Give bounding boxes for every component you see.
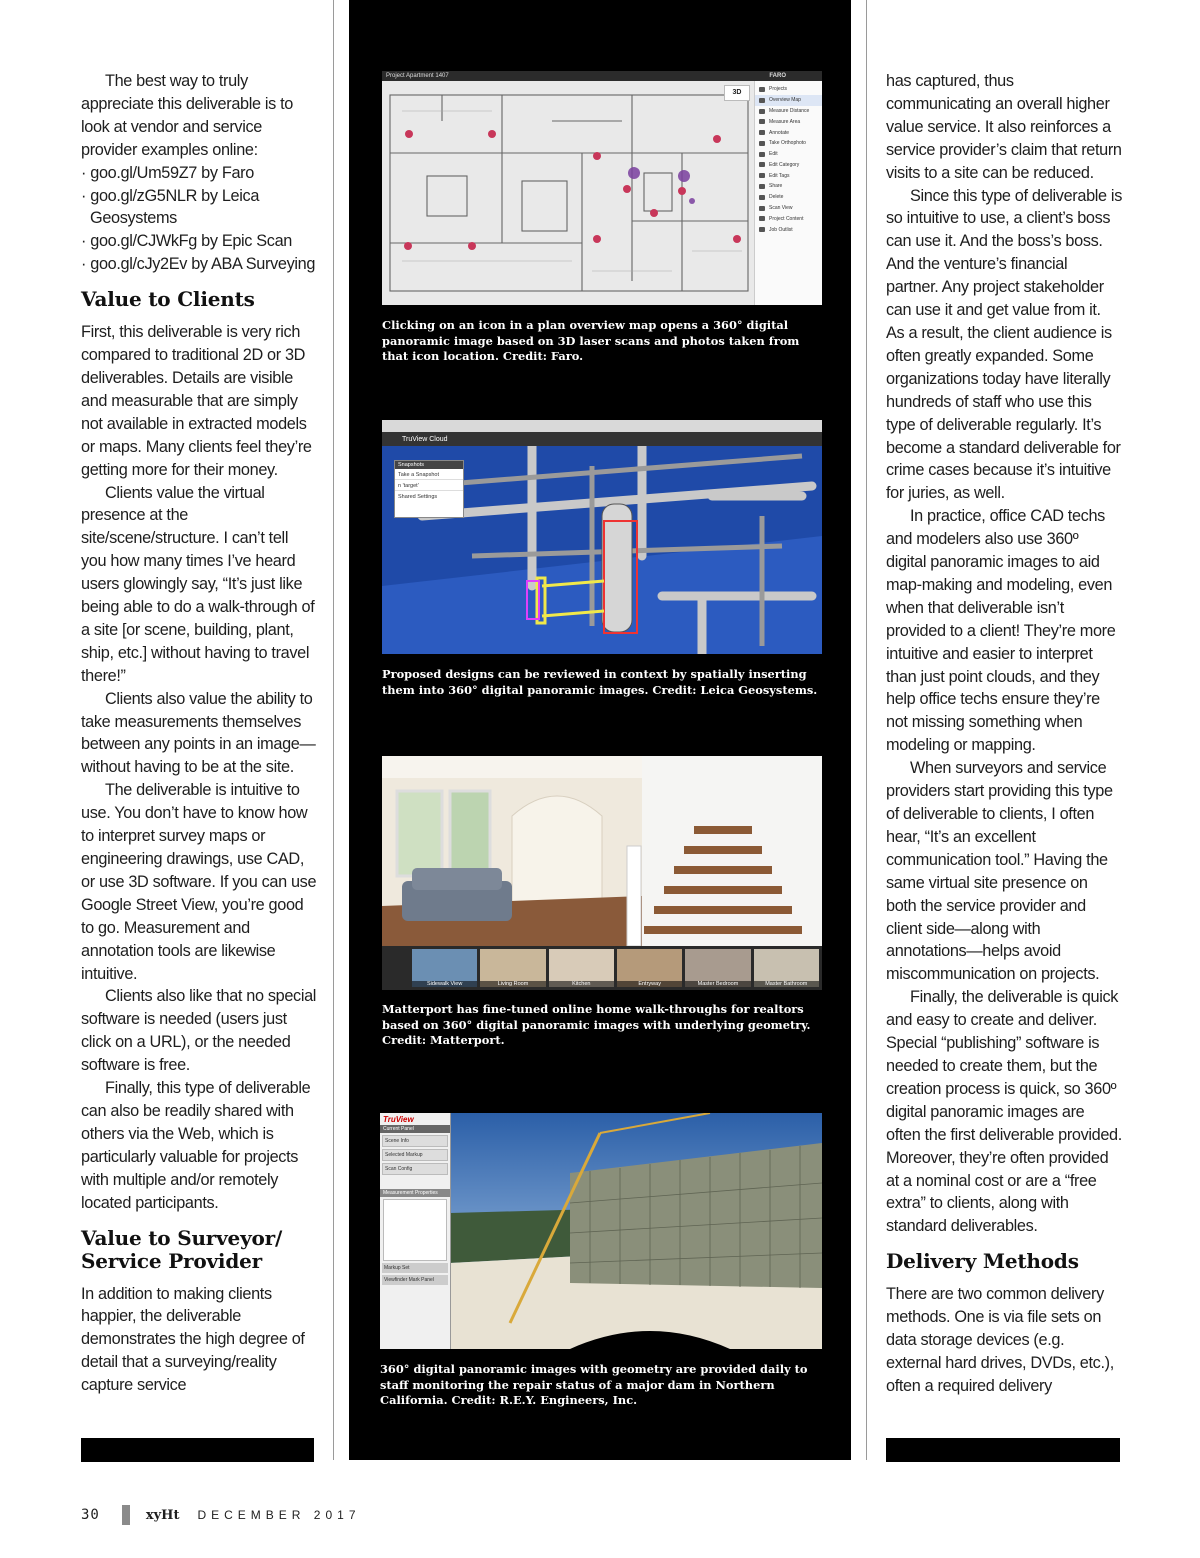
view-3d-toggle[interactable]: 3D <box>724 85 750 101</box>
matterport-thumbnail-strip <box>382 946 822 990</box>
link-item[interactable]: · goo.gl/CJWkFg by Epic Scan <box>81 232 292 251</box>
faro-menu-item[interactable]: Edit Category <box>755 159 822 170</box>
menu-icon <box>759 195 765 200</box>
truview-panel-row[interactable]: Scan Config <box>382 1163 448 1175</box>
menu-icon <box>759 162 765 167</box>
link-item[interactable]: · goo.gl/zG5NLR by Leica Geosystems <box>81 186 260 228</box>
dam-panorama[interactable] <box>450 1113 822 1349</box>
thumbnail-living-room[interactable] <box>480 949 545 987</box>
left-text-column <box>81 70 317 1397</box>
section-heading-value-to-clients: Value to Clients <box>81 287 255 312</box>
column-rule-left <box>333 0 334 1460</box>
figure-faro-screenshot <box>382 71 822 305</box>
menu-icon <box>759 152 765 157</box>
living-room-panorama[interactable] <box>382 756 822 946</box>
section-heading-value-to-surveyor: Value to Surveyor/ Service Provider <box>81 1225 283 1273</box>
figure-caption: Clicking on an icon in a plan overview map opens a 360° digital panoramic image based on 3D laser scans and photos taken from that icon location. Credit: Faro. <box>382 318 800 364</box>
faro-menu-item[interactable]: Scan View <box>755 203 822 214</box>
paragraph: In addition to making clients happier, the deliverable demonstrates the high degree of detail that a surveying/reality capture service <box>81 1284 305 1395</box>
faro-logo: FARO <box>769 73 786 79</box>
intro-paragraph: The best way to truly appreciate this deliverable is to look at vendor and service provider examples online: <box>81 72 293 159</box>
paragraph: First, this deliverable is very rich compared to traditional 2D or 3D deliverables. Details are visible and measurable that are simply not available in extracted models or maps. Many clients feel they’re getting more for their money. <box>81 323 312 479</box>
menu-icon <box>759 109 765 114</box>
truview-panel-title: Current Panel <box>380 1125 450 1133</box>
thumbnail-label: Sidewalk View <box>412 981 477 987</box>
menu-icon <box>759 119 765 124</box>
snapshot-panel-title: Snapshots <box>395 461 463 469</box>
faro-menu-item[interactable]: Edit <box>755 149 822 160</box>
menu-icon <box>759 141 765 146</box>
faro-menu-item[interactable]: Job Outlist <box>755 224 822 235</box>
faro-menu-item[interactable]: Delete <box>755 192 822 203</box>
paragraph: The deliverable is intuitive to use. You don’t have to know how to interpret survey maps or engineering drawings, use CAD, or use 3D software. If you can use Google Street View, you’re good to go. Measurement and annotation tools are likewise intuitive. <box>81 781 317 983</box>
truview-panel-row[interactable]: Selected Markup <box>382 1149 448 1161</box>
right-text-column <box>886 70 1122 1398</box>
faro-menu-item[interactable]: Project Content <box>755 213 822 224</box>
faro-menu-item[interactable]: Measure Area <box>755 116 822 127</box>
thumbnail-label: Master Bedroom <box>685 981 750 987</box>
page-number: 30 <box>81 1507 100 1523</box>
menu-icon <box>759 184 765 189</box>
truview-footer-row[interactable]: Viewfinder Mark Panel <box>382 1275 448 1285</box>
thumbnail-sidewalk-view[interactable] <box>412 949 477 987</box>
paragraph: When surveyors and service providers start providing this type of deliverable to clients, I often hear, “It’s an excellent communication tool.” Having the same virtual site presence on both the service provider and client side—along with annotations—helps avoid miscommunication on projects. <box>886 759 1113 984</box>
footer-divider <box>122 1505 130 1525</box>
snapshot-panel <box>394 460 464 518</box>
menu-icon <box>759 206 765 211</box>
paragraph: Clients also like that no special software is needed (users just click on a URL), or the needed software is free. <box>81 987 317 1075</box>
thumbnail-master-bathroom[interactable] <box>754 949 819 987</box>
paragraph: There are two common delivery methods. One is via file sets on data storage devices (e.g. external hard drives, DVDs, etc.), often a required delivery <box>886 1285 1114 1395</box>
paragraph: Clients value the virtual presence at the site/scene/structure. I can’t tell you how many times I’ve heard users glowingly say, “It’s just like being able to do a walk-through of a site [or scene, building, plant, ship, etc.] without having to travel there!” <box>81 483 315 685</box>
faro-project-title: Project Apartment 1407 <box>386 73 449 79</box>
figure-leica-screenshot <box>382 420 822 654</box>
faro-menu-item[interactable]: Edit Tags <box>755 170 822 181</box>
paragraph: Finally, this type of deliverable can also be readily shared with others via the Web, which is particularly valuable for projects with multiple and/or remotely located participants. <box>81 1079 311 1212</box>
snapshot-panel-row[interactable]: n 'target' <box>395 480 463 491</box>
section-heading-delivery-methods: Delivery Methods <box>886 1249 1079 1274</box>
truview-panel-row[interactable]: Scene Info <box>382 1135 448 1147</box>
column-rule-right <box>866 0 867 1460</box>
thumbnail-label: Master Bathroom <box>754 981 819 987</box>
truview-logo: TruView <box>383 1114 414 1124</box>
column-end-bar-right <box>886 1438 1120 1462</box>
figure-caption: Matterport has fine-tuned online home walk-throughs for realtors based on 360° digital panoramic images with underlying geometry. Credit: Matterport. <box>382 1002 811 1048</box>
snapshot-panel-row[interactable]: Take a Snapshot <box>395 469 463 480</box>
link-item[interactable]: · goo.gl/cJy2Ev by ABA Surveying <box>81 255 316 274</box>
paragraph: Clients also value the ability to take measurements themselves between any points in an image—without having to be at the site. <box>81 689 316 777</box>
figure-matterport-screenshot <box>382 756 822 990</box>
faro-menu-item[interactable]: Share <box>755 181 822 192</box>
menu-icon <box>759 87 765 92</box>
snapshot-panel-row[interactable]: Shared Settings <box>398 494 438 500</box>
link-item[interactable]: · goo.gl/Um59Z7 by Faro <box>81 163 254 182</box>
magazine-name: xyHt <box>145 1507 180 1523</box>
menu-icon <box>759 130 765 135</box>
issue-date: DECEMBER 2017 <box>197 1508 361 1522</box>
menu-icon <box>759 98 765 103</box>
paragraph: has captured, thus communicating an overall higher value service. It also reinforces a service provider’s claim that return visits to a site can be reduced. <box>886 72 1122 182</box>
thumbnail-kitchen[interactable] <box>549 949 614 987</box>
thumbnail-label: Living Room <box>480 981 545 987</box>
faro-side-menu <box>754 81 822 305</box>
menu-icon <box>759 227 765 232</box>
thumbnail-entryway[interactable] <box>617 949 682 987</box>
thumbnail-master-bedroom[interactable] <box>685 949 750 987</box>
thumbnail-label: Entryway <box>617 981 682 987</box>
figure-caption: 360° digital panoramic images with geometry are provided daily to staff monitoring the repair status of a major dam in Northern California. Credit: R.E.Y. Engineers, Inc. <box>380 1362 808 1408</box>
paragraph: In practice, office CAD techs and modelers also use 360º digital panoramic images to aid map-making and modeling, even when that deliverable isn’t provided to a client! They’re more intuitive and easier to interpret than just point clouds, and they help office techs ensure they’re not missing something when modeling or mapping. <box>886 507 1116 755</box>
truview-side-panel <box>380 1113 451 1349</box>
figure-truview-dam-screenshot <box>380 1113 822 1349</box>
thumbnail-label: Kitchen <box>549 981 614 987</box>
floor-plan-map[interactable] <box>382 81 754 305</box>
figure-caption: Proposed designs can be reviewed in context by spatially inserting them into 360° digital panoramic images. Credit: Leica Geosystems. <box>382 667 818 697</box>
page-footer <box>81 1504 361 1526</box>
truview-footer-row[interactable]: Markup Set <box>382 1263 448 1273</box>
measurement-properties-label: Measurement Properties <box>380 1189 450 1197</box>
menu-icon <box>759 216 765 221</box>
faro-menu-item[interactable]: Measure Distance <box>755 106 822 117</box>
faro-menu-item[interactable]: Projects <box>755 84 822 95</box>
faro-menu-item[interactable]: Annotate <box>755 127 822 138</box>
column-end-bar-left <box>81 1438 314 1462</box>
menu-icon <box>759 173 765 178</box>
paragraph: Finally, the deliverable is quick and easy to create and deliver. Special “publishing” software is needed to create them, but the creation process is quick, so 360º digital panoramic images are often the first deliverable provided. Moreover, they’re often provided at a nominal cost or are a “free extra” to clients, along with standard deliverables. <box>886 988 1122 1236</box>
faro-menu-item[interactable]: Overview Map <box>755 95 822 106</box>
faro-menu-item[interactable]: Take Orthophoto <box>755 138 822 149</box>
paragraph: Since this type of deliverable is so intuitive to use, a client’s boss can use it. And the boss’s boss. And the venture’s financial partner. Any project stakeholder can use it and get value from it. As a result, the client audience is often greatly expanded. Some organizations today have literally hundreds of staff who use this type of deliverable regularly. It’s become a standard deliverable for crime cases because it’s intuitive for juries, as well. <box>886 186 1122 503</box>
truview-cloud-title: TruView Cloud <box>402 435 448 443</box>
